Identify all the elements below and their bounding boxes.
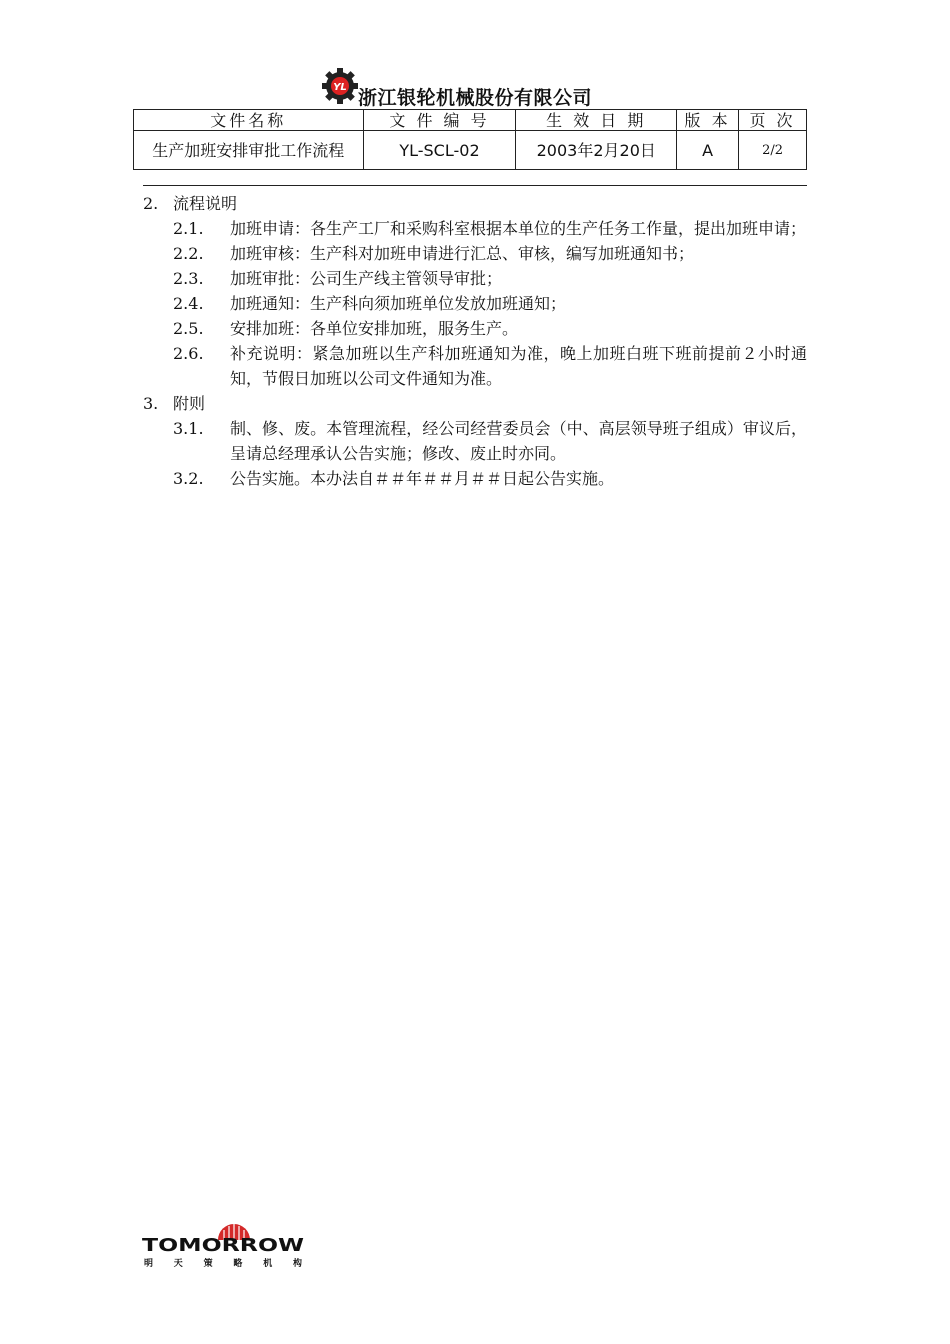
document-info-table (133, 109, 807, 170)
section-number: 2. (143, 194, 159, 213)
header-file-number: 文 件 编 号 (363, 110, 516, 131)
header-effective-date: 生 效 日 期 (516, 110, 677, 131)
header-file-name: 文件名称 (134, 110, 364, 131)
header-version: 版 本 (677, 110, 739, 131)
item-text: 加班审核：生产科对加班申请进行汇总、审核，编写加班通知书； (230, 244, 695, 263)
list-item (143, 291, 807, 316)
item-number: 2.3. (173, 269, 204, 288)
section-heading (143, 191, 807, 216)
item-text: 公告实施。本办法自＃＃年＃＃月＃＃日起公告实施。 (230, 469, 615, 488)
list-item (143, 266, 807, 291)
version-value: A (677, 131, 739, 170)
list-item (143, 466, 807, 491)
item-number: 2.6. (173, 344, 204, 363)
document-header (0, 66, 950, 110)
header-divider (143, 185, 807, 186)
item-text: 加班申请：各生产工厂和采购科室根据本单位的生产任务工作量，提出加班申请； (230, 219, 807, 238)
item-text: 补充说明：紧急加班以生产科加班通知为准，晚上加班白班下班前提前２小时通知，节假日加班以公司文件通知为准。 (230, 344, 807, 388)
item-number: 2.4. (173, 294, 204, 313)
page-value: 2/2 (739, 131, 807, 170)
gear-logo-icon (322, 68, 358, 104)
svg-text:YL: YL (333, 82, 347, 93)
list-item (143, 416, 807, 466)
item-number: 2.1. (173, 219, 204, 238)
tomorrow-logo-icon (142, 1212, 304, 1268)
item-number: 2.2. (173, 244, 204, 263)
item-number: 3.1. (173, 419, 204, 438)
section-heading (143, 391, 807, 416)
effective-date-value: 2003年2月20日 (516, 131, 677, 170)
item-text: 制、修、废。本管理流程，经公司经营委员会（中、高层领导班子组成）审议后，呈请总经理承认公告实施；修改、废止时亦同。 (230, 419, 807, 463)
item-text: 安排加班：各单位安排加班，服务生产。 (230, 319, 519, 338)
item-number: 3.2. (173, 469, 204, 488)
company-name: 浙江银轮机械股份有限公司 (358, 87, 593, 109)
list-item (143, 316, 807, 341)
document-body (143, 191, 807, 491)
item-text: 加班通知：生产科向须加班单位发放加班通知； (230, 294, 567, 313)
list-item (143, 216, 807, 241)
item-number: 2.5. (173, 319, 204, 338)
table-header-row (134, 110, 807, 131)
section-title: 流程说明 (173, 194, 238, 213)
file-number-value: YL-SCL-02 (363, 131, 516, 170)
table-value-row (134, 131, 807, 170)
footer-logo-text: TOMORROW (142, 1235, 304, 1256)
header-page: 页 次 (739, 110, 807, 131)
section-number: 3. (143, 394, 159, 413)
list-item (143, 341, 807, 391)
list-item (143, 241, 807, 266)
footer-logo-subtext: 明天策略机构 (144, 1259, 302, 1268)
item-text: 加班审批：公司生产线主管领导审批； (230, 269, 503, 288)
section-title: 附则 (173, 394, 206, 413)
file-name-value: 生产加班安排审批工作流程 (134, 131, 364, 170)
